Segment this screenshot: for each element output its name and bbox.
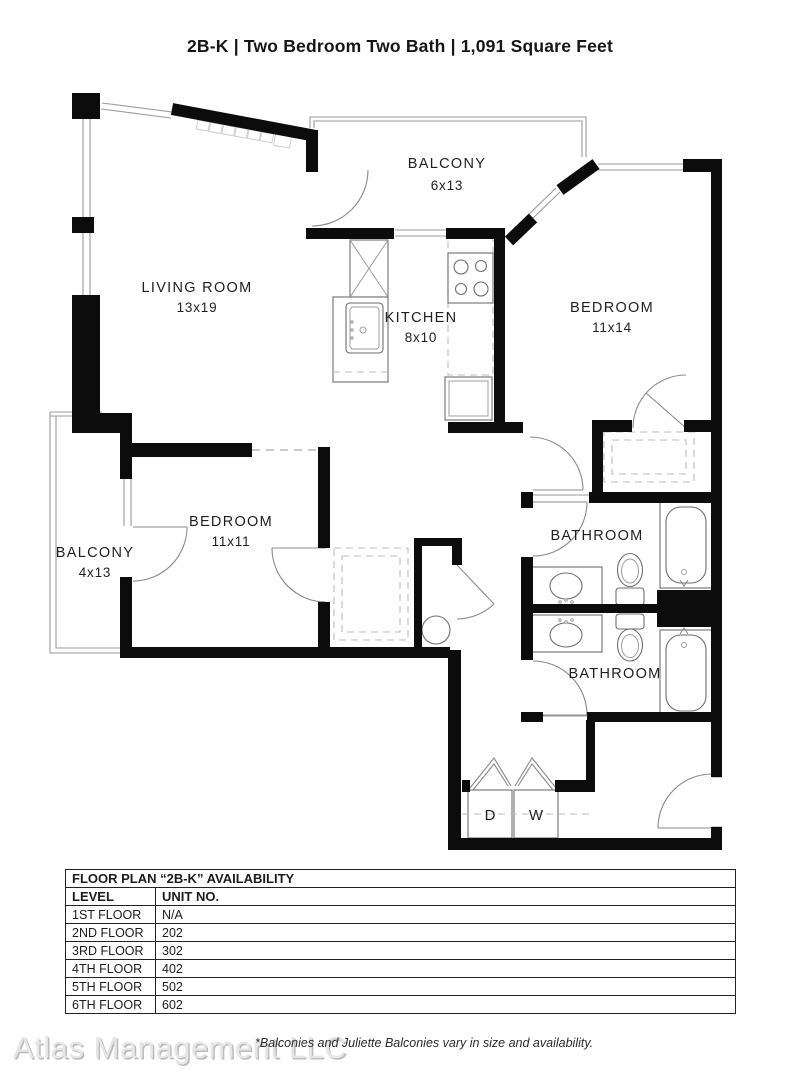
table-title-row [66,870,736,888]
unit-cell: N/A [156,906,736,924]
table-row [66,996,736,1014]
kitchen-sink-icon [346,303,383,353]
page-title: 2B-K | Two Bedroom Two Bath | 1,091 Square Feet [187,36,613,56]
stove-icon [448,253,493,303]
col-header-level: LEVEL [66,888,156,906]
level-cell: 3RD FLOOR [66,942,156,960]
bifold-doors [470,758,556,790]
availability-table [65,869,736,1014]
refrigerator-icon [445,377,492,420]
unit-cell: 402 [156,960,736,978]
company-watermark: Atlas Management LLC [13,1030,347,1065]
bedroom-door-arc [633,375,686,428]
toilet-upper-icon [616,554,644,606]
bathtub-upper-icon [660,502,712,588]
table-row [66,924,736,942]
balcony-door-arc [312,170,368,226]
level-cell: 1ST FLOOR [66,906,156,924]
bathtub-lower-icon [660,628,712,716]
balcony-left-label: BALCONY [55,545,135,561]
unit-cell: 202 [156,924,736,942]
dryer-label: D [484,807,496,824]
kitchen-dims: 8x10 [404,330,438,345]
level-cell: 5TH FLOOR [66,978,156,996]
level-cell: 6TH FLOOR [66,996,156,1014]
col-header-unit: UNIT NO. [156,888,736,906]
unit-cell: 502 [156,978,736,996]
bathroom-lower-label: BATHROOM [568,666,662,682]
table-row [66,906,736,924]
balcony-top-dims: 6x13 [430,178,464,193]
bathroom-upper-label: BATHROOM [550,528,644,544]
bedroom-balcony-door-arc [133,527,187,581]
level-cell: 4TH FLOOR [66,960,156,978]
balcony-railing [50,117,586,653]
unit-cell: 302 [156,942,736,960]
table-row [66,978,736,996]
entry-door-arc [658,774,712,828]
toilet-lower-icon [616,614,644,661]
bedroom-left-label: BEDROOM [188,514,274,530]
bedroom-right-label: BEDROOM [569,300,655,316]
bedroom-right-dims: 11x14 [592,320,632,335]
level-cell: 2ND FLOOR [66,924,156,942]
balcony-left-dims: 4x13 [78,565,112,580]
sink-vanity-lower-icon [531,615,602,652]
table-row [66,942,736,960]
washer-label: W [528,807,544,824]
unit-cell: 602 [156,996,736,1014]
utility-door-arc [457,604,494,619]
walls [72,93,722,850]
hall-door-arc [530,437,583,490]
closet-door-arc [272,548,326,602]
living-room-dims: 13x19 [176,300,218,315]
living-room-label: LIVING ROOM [141,280,253,296]
table-title: FLOOR PLAN “2B-K” AVAILABILITY [66,870,736,888]
water-heater-icon [422,616,450,644]
kitchen-label: KITCHEN [384,310,458,326]
table-row [66,960,736,978]
bedroom-left-dims: 11x11 [211,534,251,549]
table-header-row [66,888,736,906]
sink-vanity-upper-icon [531,567,602,607]
balcony-disclaimer: *Balconies and Juliette Balconies vary in size and availability. [255,1036,594,1050]
balcony-top-label: BALCONY [407,156,487,172]
